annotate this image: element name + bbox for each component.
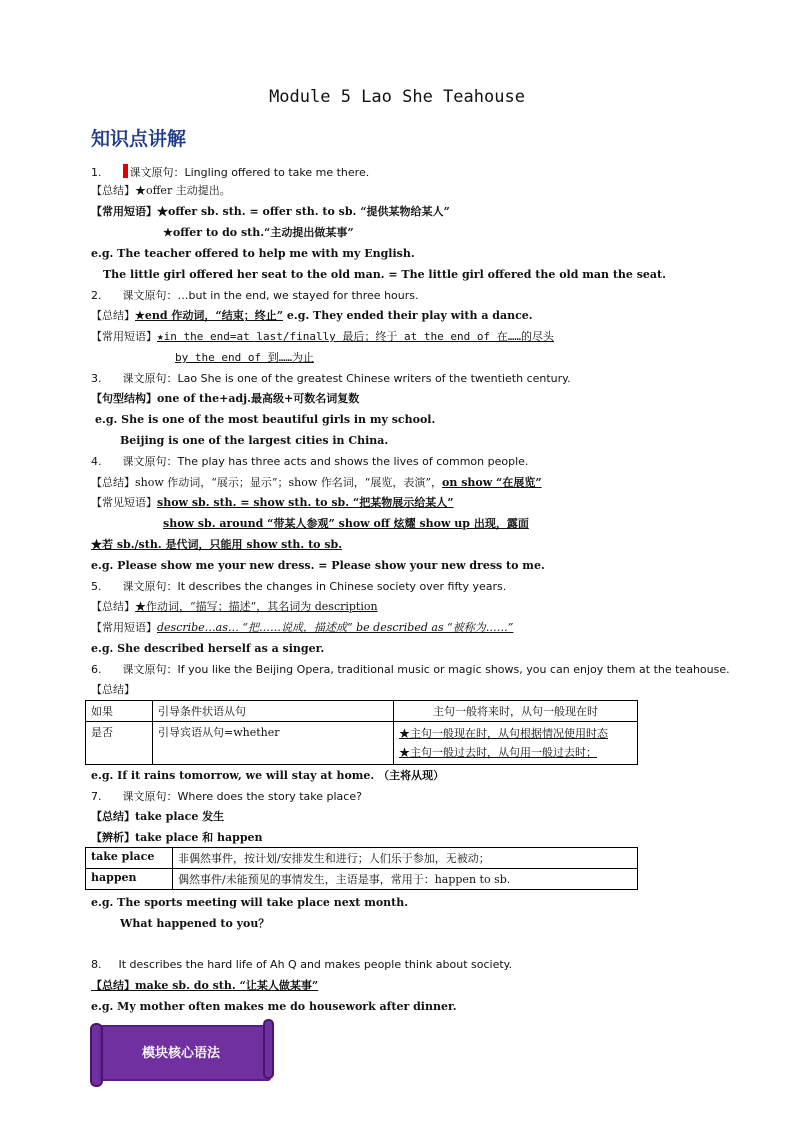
item-sentence: Lingling offered to take me there. — [184, 166, 370, 179]
item-sentence: If you like the Beijing Opera, traditional music or magic shows, you can enjoy them at the teahouse. — [177, 663, 730, 676]
item-sentence: It describes the hard life of Ah Q and makes people think about society. — [118, 958, 513, 971]
item-2 — [91, 289, 419, 303]
example-line: What happened to you？ — [120, 917, 270, 930]
section-heading: 知识点讲解 — [91, 128, 187, 150]
cursor-marker — [123, 164, 128, 178]
phrase-tag: 【常用短语】 — [91, 621, 157, 634]
table-cell: 偶然事件/未能预见的事情发生，主语是事，常用于：happen to sb. — [173, 869, 638, 890]
phrase-line — [91, 621, 513, 635]
phrase-text: describe…as… “把……说成，描述成” be described as “被称为……” — [157, 621, 514, 634]
summary-line: 【总结】 — [91, 683, 135, 696]
phrase-line: 【常用短语】★offer sb. sth. = offer sth. to sb. “提供某物给某人” — [91, 205, 450, 218]
phrase-line: show sb. around “带某人参观” show off 炫耀 show up 出现，露面 — [163, 517, 529, 530]
summary-highlight: on show “在展览” — [442, 476, 542, 489]
summary-text: ★作动词，“描写；描述”，其名词为 description — [135, 600, 378, 613]
summary-line: 【总结】make sb. do sth. “让某人做某事” — [91, 979, 319, 992]
example-line: The little girl offered her seat to the old man. = The little girl offered the old man the seat. — [103, 268, 666, 281]
note-line: ★若 sb./sth. 是代词，只能用 show sth. to sb. — [91, 538, 343, 551]
item-number: 1. — [91, 166, 102, 179]
item-sentence: The play has three acts and shows the lives of common people. — [177, 455, 529, 468]
item-label: 课文原句： — [129, 166, 185, 179]
table-cell: 如果 — [86, 701, 153, 722]
example-line: e.g. The teacher offered to help me with my English. — [91, 247, 415, 260]
item-sentence: …but in the end, we stayed for three hours. — [177, 289, 419, 302]
item-number: 5. — [91, 580, 102, 593]
item-number: 4. — [91, 455, 102, 468]
item-8 — [91, 958, 512, 972]
summary-line — [91, 600, 378, 614]
summary-line: 【总结】take place 发生 — [91, 810, 225, 823]
item-label: 课文原句： — [122, 663, 178, 676]
example-line: e.g. She is one of the most beautiful girls in my school. — [95, 413, 436, 426]
table-row — [86, 869, 638, 890]
compare-table — [85, 847, 638, 890]
example-line: e.g. Please show me your new dress. = Please show your new dress to me. — [91, 559, 545, 572]
table-cell: 引导条件状语从句 — [153, 701, 394, 722]
if-table — [85, 700, 638, 765]
phrase-tag: 【常见短语】 — [91, 496, 157, 509]
banner-label: 模块核心语法 — [141, 1046, 220, 1061]
table-cell — [394, 722, 638, 765]
summary-tag: 【总结】 — [91, 600, 135, 613]
item-number: 6. — [91, 663, 102, 676]
summary-text: 【总结】show 作动词，“展示；显示”；show 作名词，“展览，表演”， — [91, 476, 443, 489]
item-sentence: Where does the story take place? — [177, 790, 362, 803]
phrase-line — [91, 330, 554, 344]
grammar-banner — [88, 1018, 274, 1088]
example-line: Beijing is one of the largest cities in China. — [120, 434, 389, 447]
item-sentence: Lao She is one of the greatest Chinese writers of the twentieth century. — [177, 372, 571, 385]
summary-tag: 【总结】 — [91, 309, 135, 322]
item-3 — [91, 372, 571, 386]
item-number: 3. — [91, 372, 102, 385]
analysis-line: 【辨析】take place 和 happen — [91, 831, 263, 844]
summary-text: ★end 作动词，“结束；终止” — [135, 309, 284, 322]
item-number: 2. — [91, 289, 102, 302]
table-row — [86, 701, 638, 722]
phrase-line — [91, 496, 454, 510]
table-cell: take place — [86, 848, 173, 869]
table-cell: happen — [86, 869, 173, 890]
example-line: e.g. If it rains tomorrow, we will stay at home. （主将从现） — [91, 769, 445, 782]
item-4 — [91, 455, 528, 469]
summary-example: e.g. They ended their play with a dance. — [283, 309, 533, 322]
item-label: 课文原句： — [122, 289, 178, 302]
cell-line: ★主句一般过去时，从句用一般过去时； — [399, 746, 597, 759]
phrase-line: by the end of 到……为止 — [175, 351, 314, 364]
item-5 — [91, 580, 506, 594]
cell-line: ★主句一般现在时，从句根据情况使用时态 — [399, 727, 608, 740]
table-row — [86, 722, 638, 765]
table-cell: 非偶然事件，按计划/安排发生和进行；人们乐于参加，无被动； — [173, 848, 638, 869]
phrase-tag: 【常用短语】 — [91, 330, 157, 343]
item-sentence: It describes the changes in Chinese society over fifty years. — [177, 580, 507, 593]
example-line: e.g. The sports meeting will take place next month. — [91, 896, 409, 909]
phrase-text: ★in the end=at last/finally 最后；终于 at the end of 在……的尽头 — [157, 330, 555, 343]
item-number: 7. — [91, 790, 102, 803]
item-7 — [91, 790, 362, 804]
item-label: 课文原句： — [122, 790, 178, 803]
item-1 — [91, 164, 369, 180]
phrase-text: show sb. sth. = show sth. to sb. “把某物展示给某人” — [157, 496, 454, 509]
example-line: e.g. She described herself as a singer. — [91, 642, 325, 655]
summary-line — [91, 309, 533, 323]
summary-line — [91, 476, 542, 490]
structure-line: 【句型结构】one of the+adj.最高级+可数名词复数 — [91, 392, 360, 405]
document-title: Module 5 Lao She Teahouse — [269, 87, 525, 107]
item-label: 课文原句： — [122, 372, 178, 385]
item-label: 课文原句： — [122, 455, 178, 468]
table-cell: 主句一般将来时，从句一般现在时 — [394, 701, 638, 722]
table-row — [86, 848, 638, 869]
summary-line: 【总结】★offer 主动提出。 — [91, 184, 231, 197]
table-cell: 是否 — [86, 722, 153, 765]
phrase-line: ★offer to do sth.“主动提出做某事” — [163, 226, 354, 239]
example-line: e.g. My mother often makes me do housework after dinner. — [91, 1000, 457, 1013]
item-number: 8. — [91, 958, 102, 971]
item-6 — [91, 663, 730, 677]
table-cell: 引导宾语从句=whether — [153, 722, 394, 765]
item-label: 课文原句： — [122, 580, 178, 593]
